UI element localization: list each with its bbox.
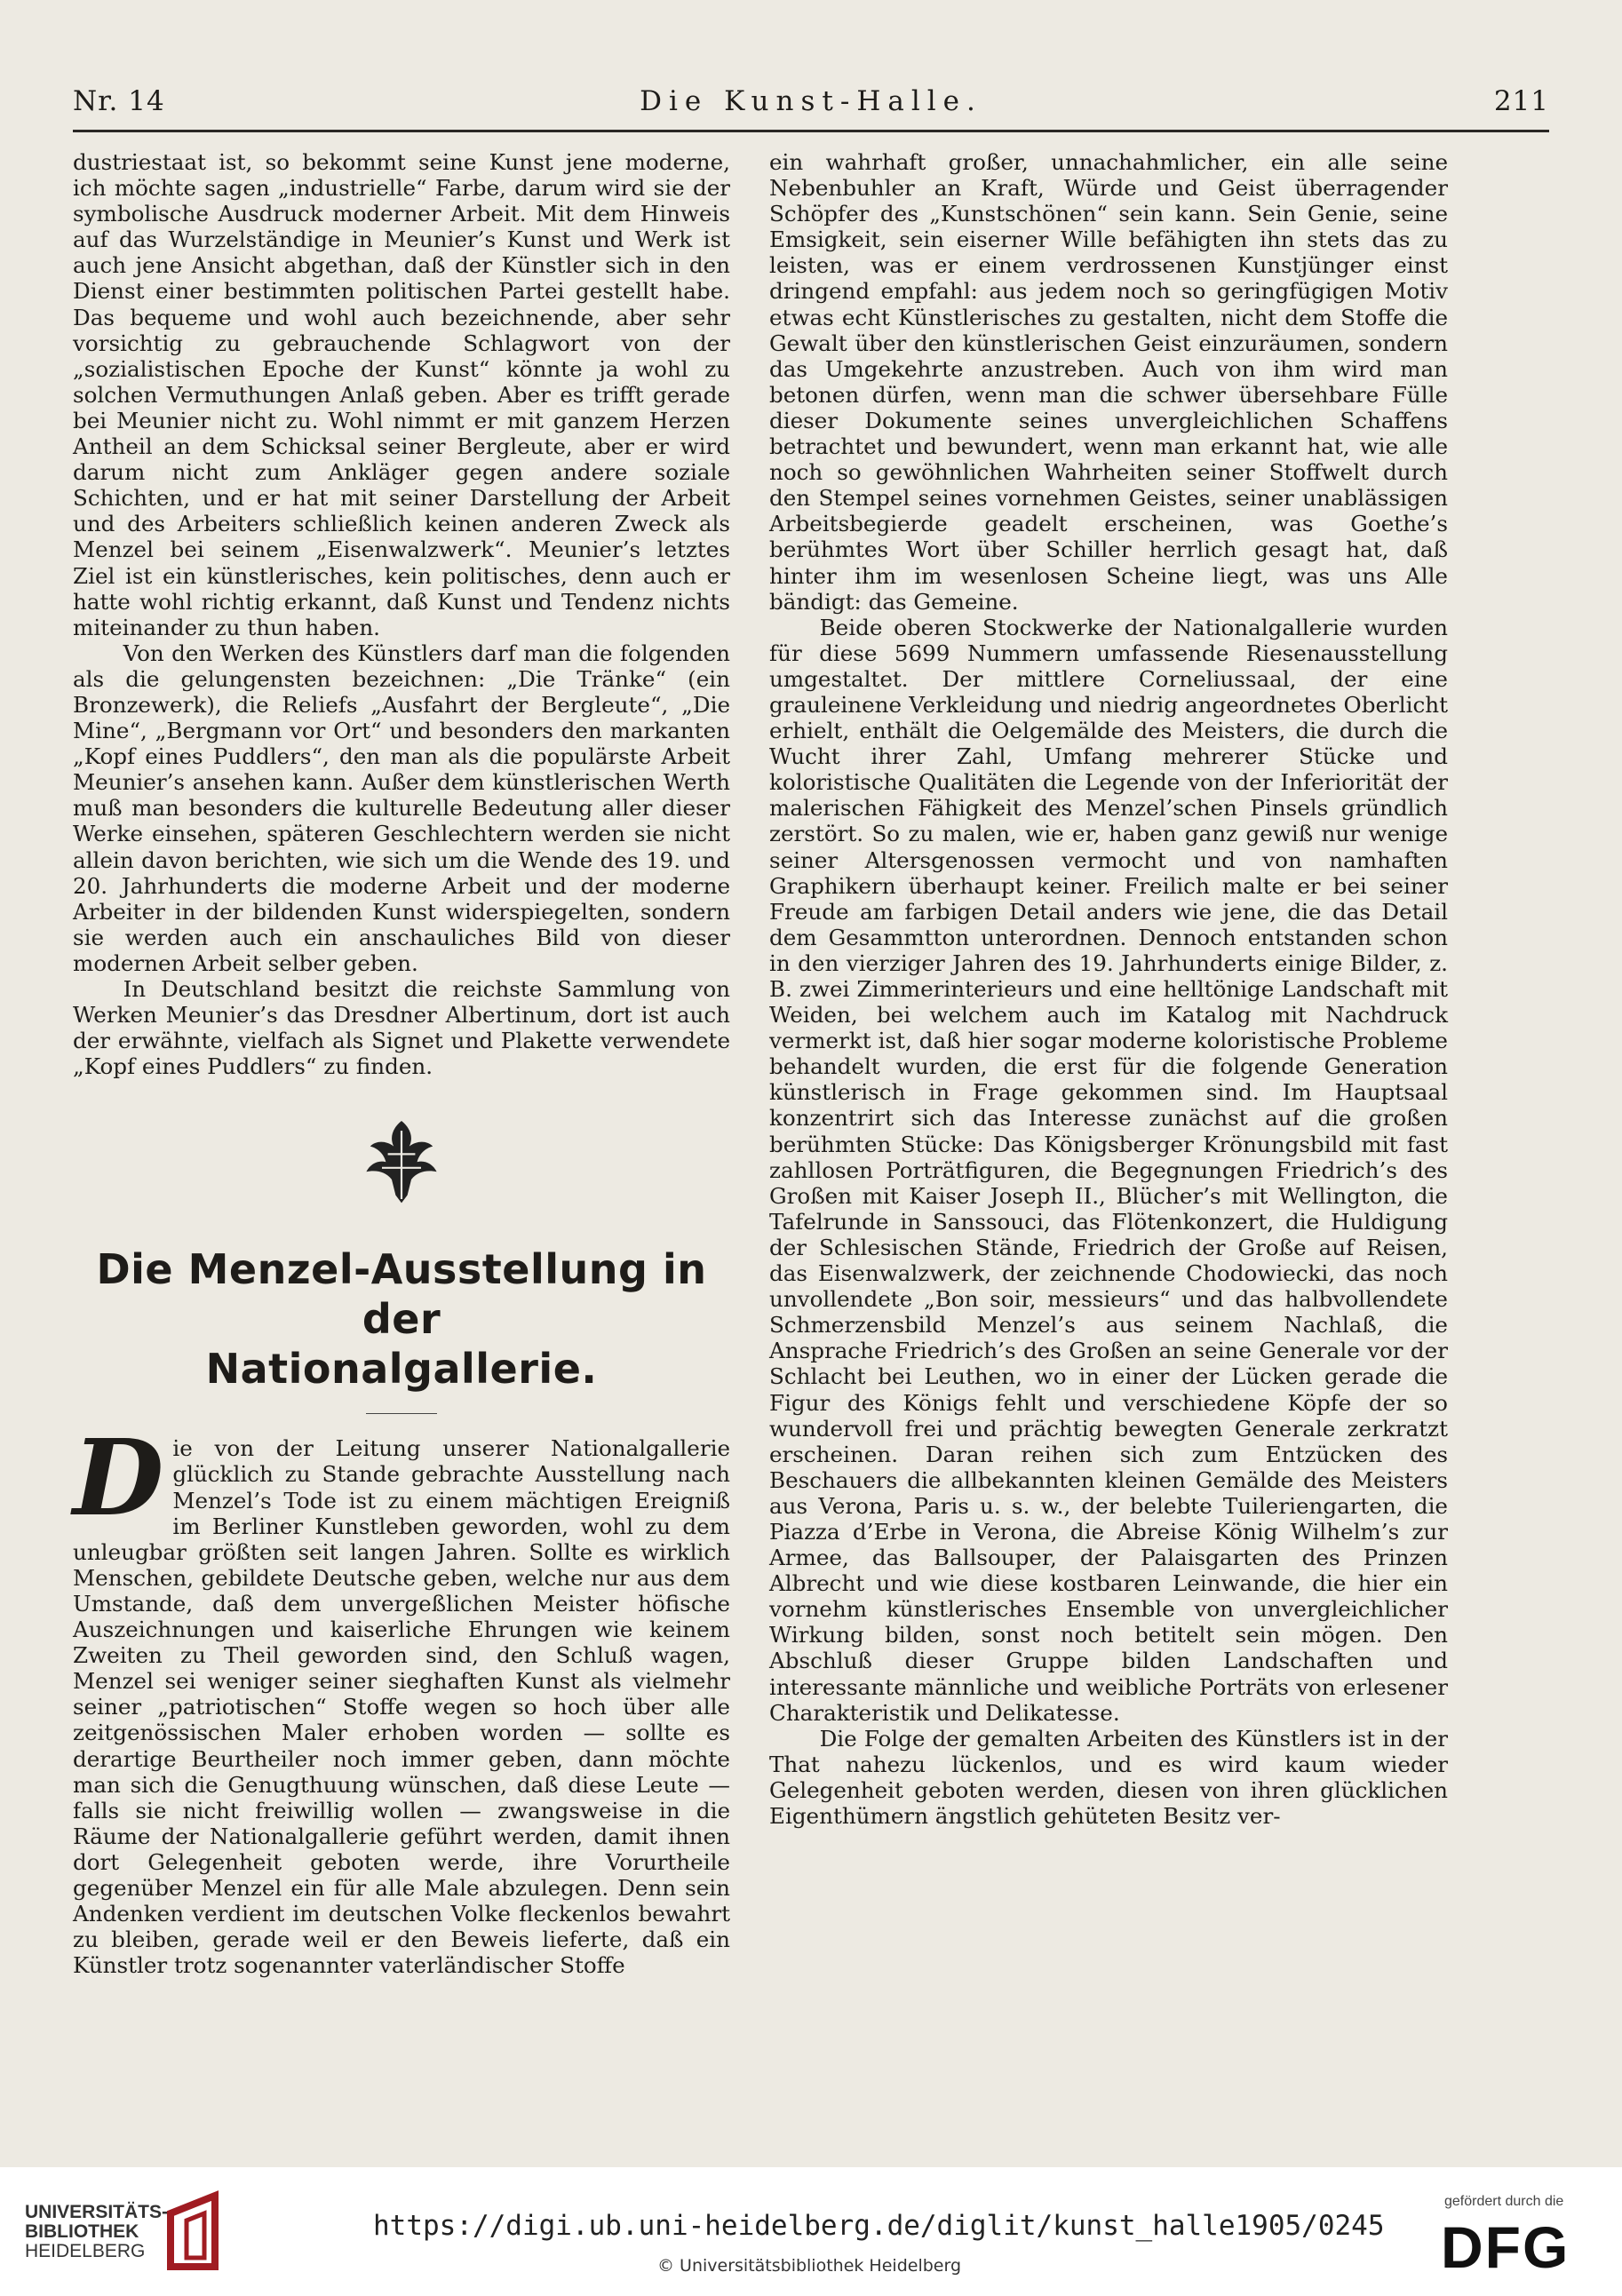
library-logo-text[interactable]: UNIVERSITÄTS- BIBLIOTHEK HEIDELBERG [25,2202,169,2261]
permalink-url[interactable]: https://digi.ub.uni-heidelberg.de/diglit/kunst_halle1905/0245 [373,2210,1385,2242]
right-column [769,149,1448,1829]
journal-title: Die Kunst-Halle. [640,85,982,117]
paragraph: dustriestaat ist, so bekommt seine Kunst jene moderne, ich möchte sagen „industrielle“ Farbe, darum wird sie der symbolische Ausdruck moderner Arbeit. Mit dem Hinweis auf das Wurzelständige in Meunier’s Kunst und Werk ist auch jene Ansicht abgethan, daß der Künstler sich in den Dienst einer bestimmten politischen Partei gestellt habe. Das bequeme und wohl auch bezeichnende, aber sehr vorsichtig zu gebrauchende Schlagwort von der „sozialistischen Epoche der Kunst“ könnte ja wohl zu solchen Vermuthungen Anlaß geben. Aber es trifft gerade bei Meunier nicht zu. Wohl nimmt er mit ganzem Herzen Antheil an dem Schicksal seiner Bergleute, aber er wird darum nicht zum Ankläger gegen andere soziale Schichten, und er hat mit seiner Darstellung der Arbeit und des Arbeiters schließlich keinen anderen Zweck als Menzel bei seinem „Eisenwalzwerk“. Meunier’s letztes Ziel ist ein künstlerisches, kein politisches, denn auch er hatte wohl richtig erkannt, daß Kunst und Tendenz nichts miteinander zu thun haben. [73,149,730,640]
paragraph: In Deutschland besitzt die reichste Sammlung von Werken Meunier’s das Dresdner Albertinum, dort ist auch der erwähnte, vielfach als Signet und Plakette verwendete „Kopf eines Puddlers“ zu finden. [73,976,730,1080]
article-title-line: Nationalgallerie. [205,1345,598,1394]
issue-number: Nr. 14 [73,85,165,117]
paragraph: ein wahrhaft großer, unnachahmlicher, ein alle seine Nebenbuhler an Kraft, Würde und Geist überragender Schöpfer des „Kunstschönen“ sein kann. Sein Genie, seine Emsigkeit, sein eiserner Wille befähigten ihn stets das zu leisten, was er einem verdrossenen Kunstjünger einst dringend empfahl: aus jedem noch so geringfügigen Motiv etwas echt Künstlerisches zu gestalten, nicht dem Stoffe die Gewalt über den künstlerischen Geist einzuräumen, sondern das Umgekehrte anzustreben. Auch von ihm wird man betonen dürfen, wenn man die schwer übersehbare Fülle dieser Dokumente seines unvergleichlichen Schaffens betrachtet und bewundert, wenn man erkannt hat, wie alle noch so gewöhnlichen Wahrheiten seiner Stoffwelt durch den Stempel seines vornehmen Geistes, seiner unablässigen Arbeitsbegierde geadelt erscheinen, was Goethe’s berühmtes Wort über Schiller herrlich gesagt hat, daß hinter ihm im wesenlosen Scheine liegt, was uns Alle bändigt: das Gemeine. [769,149,1448,615]
article-title-line: Die Menzel-Ausstellung in der [96,1245,707,1344]
viewer-footer [0,2167,1622,2296]
drop-cap: D [73,1416,164,1540]
library-logo-icon [162,2187,233,2276]
article-title [73,1244,730,1394]
copyright-notice: © Universitätsbibliothek Heidelberg [657,2256,962,2276]
paragraph: Die Folge der gemalten Arbeiten des Künstlers ist in der That nahezu lückenlos, und es wird kaum wieder Gelegenheit geboten werden, diesen von ihren glücklichen Eigenthümern ängstlich gehüteten Besitz ver- [769,1725,1448,1829]
header-rule [73,130,1549,132]
paragraph: Von den Werken des Künstlers darf man die folgenden als die gelungensten bezeichnen: „Die Tränke“ (ein Bronzewerk), die Reliefs „Ausfahrt der Bergleute“, „Die Mine“, „Bergmann vor Ort“ und besonders den markanten „Kopf eines Puddlers“, den man als die populärste Arbeit Meunier’s ansehen kann. Außer dem künstlerischen Werth muß man besonders die kulturelle Bedeutung aller dieser Werke einsehen, späteren Geschlechtern werden sie nicht allein davon berichten, wie sich um die Wende des 19. und 20. Jahrhunderts die moderne Arbeit und der moderne Arbeiter in der bildenden Kunst widerspiegelten, sondern sie werden auch ein anschauliches Bild von dieser modernen Arbeit selber geben. [73,640,730,976]
page-header [73,85,1549,130]
funded-by-label: gefördert durch die [1444,2194,1564,2209]
title-rule [366,1413,437,1414]
paragraph: Beide oberen Stockwerke der Nationalgallerie wurden für diese 5699 Nummern umfassende Riesenausstellung umgestaltet. Der mittlere Corneliussaal, der eine grauleinene Verkleidung und niedrig angeordnetes Oberlicht erhielt, enthält die Oelgemälde des Meisters, die durch die Wucht ihrer Zahl, Umfang mehrerer Stücke und koloristische Qualitäten die Legende von der Inferiorität der malerischen Fähigkeit des Menzel’schen Pinsels gründlich zerstört. So zu malen, wie er, haben ganz gewiß nur wenige seiner Altersgenossen vermocht und von namhaften Graphikern überhaupt keiner. Freilich malte er bei seiner Freude am farbigen Detail anders wie jene, die das Detail dem Gesammtton unterordnen. Dennoch entstanden schon in den vierziger Jahren des 19. Jahrhunderts einige Bilder, z. B. zwei Zimmerinterieurs und eine helltönige Landschaft mit Weiden, bei welchem auch im Katalog mit Nachdruck vermerkt ist, daß hier sogar moderne koloristische Probleme behandelt wurden, die erst für die folgende Generation künstlerisch in Frage gekommen sind. Im Hauptsaal konzentrirt sich das Interesse zunächst auf die großen berühmten Stücke: Das Königsberger Krönungsbild mit fast zahllosen Porträtfiguren, die Begegnungen Friedrich’s des Großen mit Kaiser Joseph II., Blücher’s mit Wellington, die Tafelrunde in Sanssouci, das Flötenkonzert, die Huldigung der Schlesischen Stände, Friedrich der Große auf Reisen, das Eisenwalzwerk, der zeichnende Chodowiecki, das noch unvollendete „Bon soir, messieurs“ und das halbvollendete Schmerzensbild Menzel’s aus seinem Nachlaß, die Ansprache Friedrich’s des Großen an seine Generale vor der Schlacht bei Leuthen, wo in einer der Lücken gerade die Figur des Königs fehlt und verschiedene Köpfe der so wundervoll frei und prächtig bewegten Generale zerkratzt erscheinen. Daran reihen sich zum Entzücken des Beschauers die allbekannten kleinen Gemälde des Meisters aus Verona, Paris u. s. w., der belebte Tuileriengarten, die Piazza d’Erbe in Verona, die Abreise König Wilhelm’s zur Armee, das Ballsouper, der Palaisgarten des Prinzen Albrecht und wie diese kostbaren Leinwande, die hier ein vornehm künstlerisches Ensemble von unvergleichlicher Wirkung bilden, sonst noch betitelt sein mögen. Den Abschluß dieser Gruppe bilden Landschaften und interessante männliche und weibliche Porträts von erlesener Charakteristik und Delikatesse. [769,614,1448,1726]
article-first-paragraph [73,1416,730,1979]
left-column [73,149,730,1978]
article-text: ie von der Leitung unserer Nationalgallerie glücklich zu Stande gebrachte Ausstellung nach Menzel’s Tode ist zu einem mächtigen Ereigniß im Berliner Kunstleben geworden, wohl zu dem unleugbar größten seit langen Jahren. Sollte es wirklich Menschen, gebildete Deutsche geben, welche nur aus dem Umstande, daß dem unvergeßlichen Meister höfische Auszeichnungen und kaiserliche Ehrungen wie keinem Zweiten zu Theil geworden sind, den Schluß wagen, Menzel sei weniger seiner sieghaften Kunst als vielmehr seiner „patriotischen“ Stoffe wegen so hoch über alle zeitgenössischen Maler erhoben worden — sollte es derartige Beurtheiler noch immer geben, dann möchte man sich die Genugthuung wünschen, daß diese Leute — falls sie nicht freiwillig wollen — zwangsweise in die Räume der Nationalgallerie geführt werden, damit ihnen dort Gelegenheit geboten werde, ihre Vorurtheile gegenüber Menzel ein für alle Male abzulegen. Denn sein Andenken verdient im deutschen Volke fleckenlos bewahrt zu bleiben, gerade weil er den Beweis lieferte, daß ein Künstler trotz sogenannter vaterländischer Stoffe [73,1435,730,1979]
page-number: 211 [1493,85,1549,117]
thistle-ornament [353,1111,450,1209]
dfg-logo[interactable]: DFG [1441,2214,1570,2280]
